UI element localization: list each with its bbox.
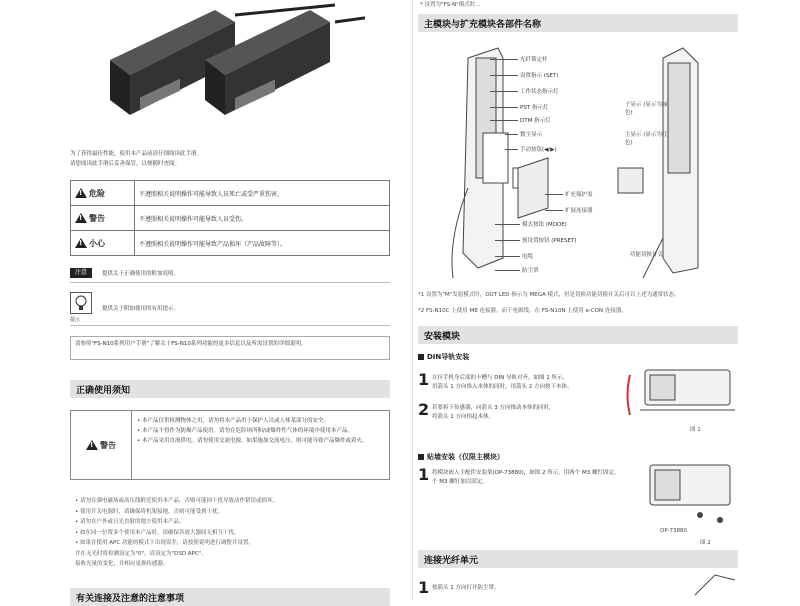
part-label: 数字显示 xyxy=(520,132,543,138)
warning-triangle-icon xyxy=(75,188,87,198)
usage-notes-list xyxy=(75,496,278,570)
panel-mount-figure xyxy=(640,455,740,535)
hazard-text: 不遵照相关说明操作可能导致人员死亡或受严重伤害。 xyxy=(135,181,390,206)
part-label: 手动按钮(◀/▶) xyxy=(520,147,557,153)
usage-note: • 如果在使用 APC 功能的模式下出现误差，请按照说明进行调整并设置。 xyxy=(75,540,254,546)
hazard-label: 小心 xyxy=(89,238,105,248)
part-label: 预设置按钮 (PRESET) xyxy=(522,238,577,244)
divider xyxy=(70,282,390,283)
reference-box: 请参照"FS-N10系列用户手册"了解关于FS-N10系列功能的更多信息以及所需设置的详细说明。 xyxy=(70,336,390,360)
step-number: 1 xyxy=(418,370,430,389)
section-title-bottom: 有关连接及注意的注意事项 xyxy=(70,588,390,606)
op-label: OP-73880 xyxy=(660,528,688,534)
subsection-din-title: DIN导轨安装 xyxy=(427,353,470,361)
correct-use-box xyxy=(70,410,390,480)
part-label: 工作状态指示灯 xyxy=(520,89,559,95)
hazard-label: 危险 xyxy=(89,188,105,198)
subsection-panel-title: 贴墙安装（仅限主模块） xyxy=(427,453,504,461)
hint-text: 提供关于附加使用的有用提示。 xyxy=(102,306,180,312)
correct-use-item: • 本产品仅供检测物体之用。请勿将本产品用于保护人员或人体某部分的安全。 xyxy=(137,418,329,424)
part-label: PST 指示灯 xyxy=(520,105,549,111)
usage-note: • 请勿在强电磁场或高压线附近使用本产品，否则可能因干扰导致动作错误或损坏。 xyxy=(75,498,278,504)
part-label: 电缆 xyxy=(522,254,534,260)
warning-triangle-icon xyxy=(75,238,87,248)
note-tag: 注意 xyxy=(70,268,92,278)
hazard-table xyxy=(70,180,390,256)
din-step-text: 在拉手机身后部的卡槽与 DIN 导轨对齐，如图 1 所示。 xyxy=(432,375,568,381)
step-number: 2 xyxy=(418,400,430,419)
footnote: *2 FS-N10C 上使用 M8 连接器，而于电源线。在 FS-N10N 上使用 e-CON 连接器。 xyxy=(418,308,627,314)
correct-use-item: • 本产品不得作为防爆产品使用。请勿在危险场所和/或爆炸性气体的环境中使用本产品。 xyxy=(137,428,353,434)
note-text: 提供关于正确使用的附加说明。 xyxy=(102,271,180,277)
hint-tag: 提示 xyxy=(70,317,81,323)
part-label: DTM 指示灯 xyxy=(520,118,551,124)
panel-step-text: 个 M3 螺钉加以固定。 xyxy=(432,479,488,485)
hazard-label: 警告 xyxy=(89,213,105,223)
din-rail-figure xyxy=(620,355,740,430)
warning-triangle-icon xyxy=(75,213,87,223)
correct-use-item: • 本产品采用直流供电。请勿使用交流电源。如果施加交流电压，则可能导致产品爆炸或着火。 xyxy=(137,438,368,444)
part-label: 扩充保护盖 xyxy=(565,192,593,198)
parts-diagram xyxy=(418,38,738,278)
subsection-panel xyxy=(418,452,504,462)
part-label: 设置指示 (SET) xyxy=(520,73,559,79)
square-bullet-icon xyxy=(418,454,424,460)
section-title-parts: 主模块与扩充模块各部件名称 xyxy=(418,14,738,32)
figure-caption: 图 1 xyxy=(690,427,701,433)
warning-triangle-icon xyxy=(86,440,98,450)
part-label: 防尘罩 xyxy=(522,268,539,274)
lightbulb-icon xyxy=(70,292,92,314)
step-number: 1 xyxy=(418,465,430,484)
correct-use-label xyxy=(71,411,132,479)
column-divider xyxy=(412,0,413,600)
hazard-row-caution xyxy=(71,231,390,256)
din-step-text: 若要拆下传感器，向箭头 3 方向推动本体的同时， xyxy=(432,405,555,411)
section-title-fiber: 连接光纤单元 xyxy=(418,550,738,568)
usage-note: 接收光量的变化，并相应更换传感器。 xyxy=(75,561,169,567)
product-photo xyxy=(85,0,365,115)
hazard-row-warning xyxy=(71,206,390,231)
subsection-din xyxy=(418,352,469,362)
usage-note: • 如在同一位置多个使用本产品时，请确保各放大器间无相互干扰。 xyxy=(75,529,240,536)
part-label: 子显示 (显示为绿色) xyxy=(625,102,668,116)
usage-note: • 请勿在户外或日光直射的地方使用本产品。 xyxy=(75,519,185,525)
usage-note: 并在无光时将检测设定为"0"，请设定为"DSD APC"。 xyxy=(75,550,207,557)
intro-line-1: 为了获得最佳性能，使用本产品前请仔细阅读此手册。 xyxy=(70,151,203,157)
usage-note: • 使用开关电源时，请确保将机架接地，否则可能受到干扰。 xyxy=(75,508,223,515)
intro-line-2: 请您阅读此手册后妥善保管，以便随时查阅。 xyxy=(70,161,181,167)
correct-use-label-text: 警告 xyxy=(100,440,116,450)
din-step-text: 用箭头 1 方向推入本体的同时，用箭头 2 方向按下本体。 xyxy=(432,384,573,390)
square-bullet-icon xyxy=(418,354,424,360)
part-label: 扩展连接器 xyxy=(565,208,593,214)
part-label: 模式按钮 (MODE) xyxy=(522,222,567,228)
divider xyxy=(70,325,390,326)
footnote: *1 设置为"M"发射模式时，OUT LED 指示为 MEGA 模式，但是切换功能切换开关后可以上述为通常状态。 xyxy=(418,292,680,298)
correct-use-list xyxy=(137,416,387,446)
din-step-text: 将箭头 1 方向抬起本体。 xyxy=(432,414,494,420)
step-number: 1 xyxy=(418,578,430,597)
section-title-install: 安装模块 xyxy=(418,326,738,344)
section-title-correct-use: 正确使用须知 xyxy=(70,380,390,398)
figure-caption: 图 2 xyxy=(700,540,711,546)
part-label: 功能切换开关 xyxy=(630,252,664,258)
hazard-text: 不遵照相关说明操作可能导致人员受伤。 xyxy=(135,206,390,231)
fiber-figure xyxy=(690,570,740,600)
top-note: * 设置为"FS-N"模式时... xyxy=(420,2,481,8)
part-label: 光纤锁定杆 xyxy=(520,57,548,63)
panel-step-text: 将模块嵌入主配件安装架(OP-73880)，如图 2 所示，用两个 M3 螺钉固定。 xyxy=(432,470,620,476)
hazard-text: 不遵照相关说明操作可能导致产品损坏（产品故障等）。 xyxy=(135,231,390,256)
fiber-step-text: 按箭头 1 方向打开防尘罩。 xyxy=(432,585,500,591)
part-label: 主显示 (显示为红色) xyxy=(625,132,668,146)
hazard-row-danger xyxy=(71,181,390,206)
